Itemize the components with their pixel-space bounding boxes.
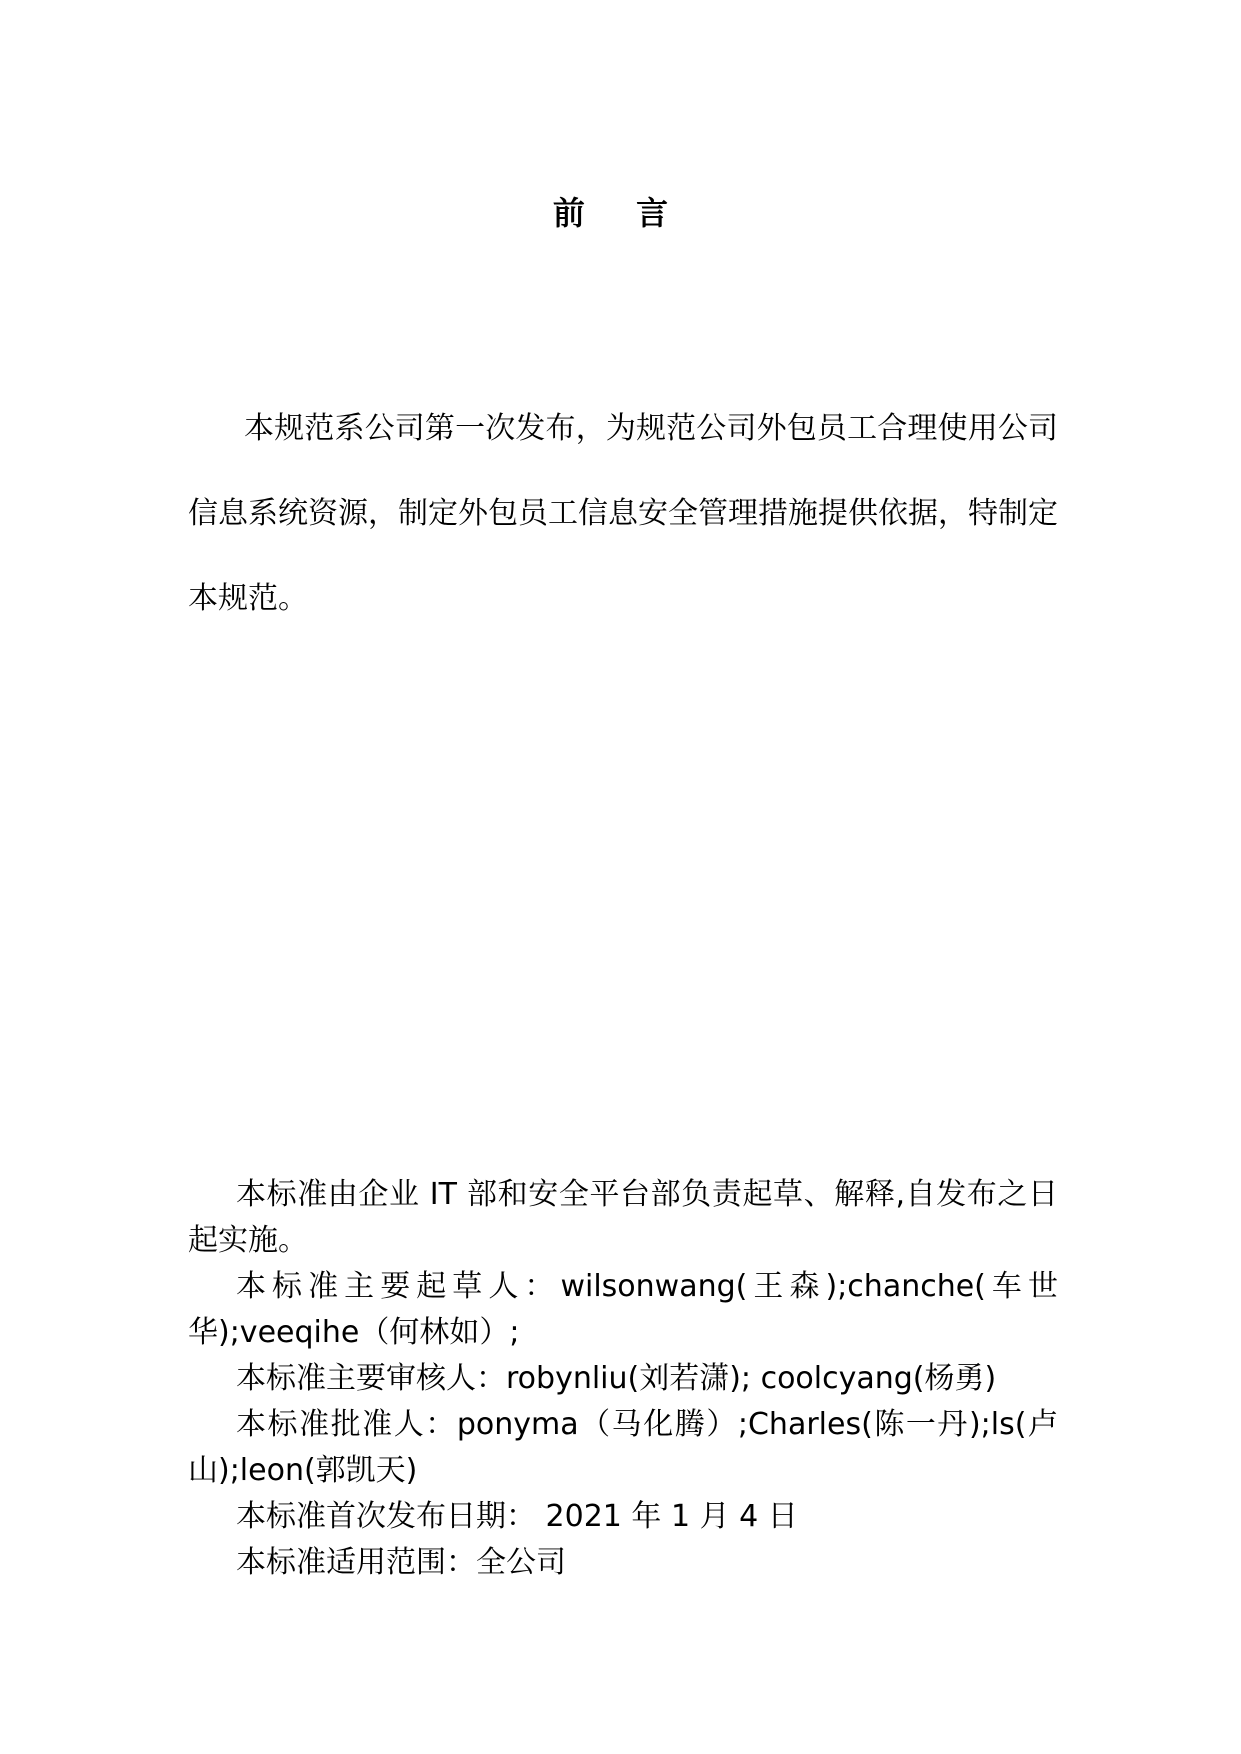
preface-paragraph: 本规范系公司第一次发布，为规范公司外包员工合理使用公司信息系统资源，制定外包员工信息安全管理措施提供依据，特制定本规范。 xyxy=(188,411,1058,616)
standard-info xyxy=(188,1172,1058,1586)
approvers-line: 本标准批准人：ponyma（马化腾）;Charles(陈一丹);ls(卢山);leon(郭凯天) xyxy=(188,1407,1058,1488)
scope-line: 本标准适用范围：全公司 xyxy=(236,1545,566,1580)
release-date-line: 本标准首次发布日期： 2021 年 1 月 4 日 xyxy=(236,1499,798,1534)
page-title: 前 言 xyxy=(552,194,689,232)
drafters-line: 本标准主要起草人：wilsonwang(王森);chanche(车世华);veeqihe（何林如）; xyxy=(188,1269,1058,1350)
reviewers-line: 本标准主要审核人：robynliu(刘若潇); coolcyang(杨勇) xyxy=(236,1361,997,1396)
drafting-statement: 本标准由企业 IT 部和安全平台部负责起草、解释,自发布之日起实施。 xyxy=(188,1177,1058,1258)
